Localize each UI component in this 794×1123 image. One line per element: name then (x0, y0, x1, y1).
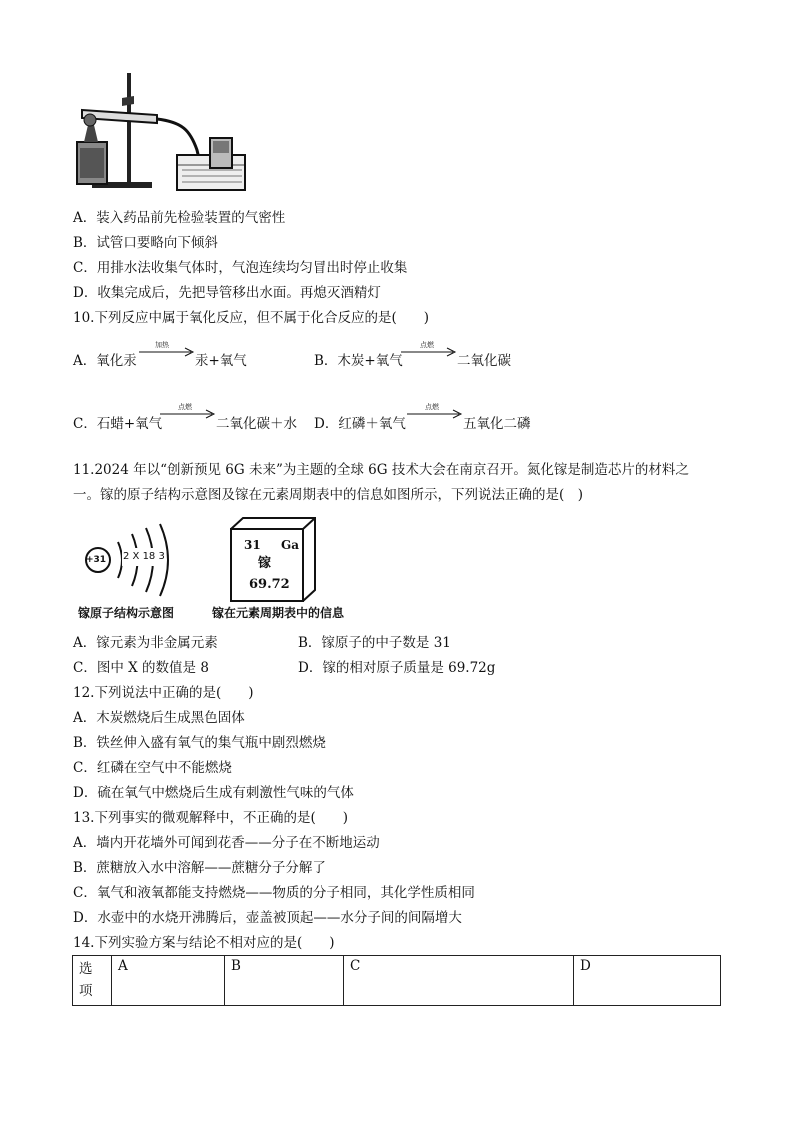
q10-option-c-product: 二氧化碳＋水 (216, 416, 297, 432)
q10-option-d-product: 五氧化二磷 (463, 416, 531, 432)
q12-option-a: A．木炭燃烧后生成黑色固体 (73, 710, 245, 726)
table-header-b: B (225, 956, 344, 1006)
q14-stem: 14.下列实验方案与结论不相对应的是( ) (73, 935, 335, 951)
q10-option-c-reactant: C．石蜡+氧气 (73, 416, 163, 432)
q11-option-b: B．镓原子的中子数是 31 (298, 635, 451, 651)
q10-option-d-condition: 点燃 (425, 403, 439, 411)
q12-stem: 12.下列说法中正确的是( ) (73, 685, 254, 701)
q10-option-d-reactant: D．红磷＋氧气 (314, 416, 406, 432)
apparatus-figure (72, 70, 247, 195)
q9-option-c: C．用排水法收集气体时，气泡连续均匀冒出时停止收集 (73, 260, 408, 276)
q13-option-d: D．水壶中的水烧开沸腾后，壶盖被顶起——水分子间的间隔增大 (73, 910, 462, 926)
q9-option-a: A．装入药品前先检验装置的气密性 (73, 210, 286, 226)
q13-option-a: A．墙内开花墙外可闻到花香——分子在不断地运动 (73, 835, 380, 851)
atom-nucleus-charge: +31 (86, 555, 107, 565)
q13-option-c: C．氧气和液氧都能支持燃烧——物质的分子相同，其化学性质相同 (73, 885, 475, 901)
table-header-option: 选项 (73, 956, 112, 1006)
q9-option-b: B．试管口要略向下倾斜 (73, 235, 218, 251)
q14-table (72, 955, 721, 1006)
element-atomic-number: 31 (244, 538, 261, 552)
q10-option-a-condition: 加热 (155, 341, 169, 349)
table-header-d: D (574, 956, 721, 1006)
q10-option-a-product: 汞+氧气 (195, 353, 247, 369)
q9-option-d: D．收集完成后，先把导管移出水面。再熄灭酒精灯 (73, 285, 381, 301)
q10-option-a-arrow-icon (139, 347, 195, 357)
q12-option-c: C．红磷在空气中不能燃烧 (73, 760, 232, 776)
q11-stem-line2: 一。镓的原子结构示意图及镓在元素周期表中的信息如图所示，下列说法正确的是( ) (73, 487, 584, 503)
q12-option-b: B．铁丝伸入盛有氧气的集气瓶中剧烈燃烧 (73, 735, 326, 751)
q10-option-c-arrow-icon (160, 409, 216, 419)
q11-option-a: A．镓元素为非金属元素 (73, 635, 218, 651)
q11-stem-line1: 11.2024 年以“创新预见 6G 未来”为主题的全球 6G 技术大会在南京召开。氮化镓是制造芯片的材料之 (73, 462, 689, 478)
atom-electron-shells: 2 X 18 3 (122, 548, 166, 566)
q10-option-b-arrow-icon (401, 347, 457, 357)
element-atomic-mass: 69.72 (249, 577, 290, 592)
q10-option-b-condition: 点燃 (420, 341, 434, 349)
table-header-c: C (344, 956, 574, 1006)
q10-option-b-product: 二氧化碳 (457, 353, 511, 369)
element-symbol: Ga (281, 538, 300, 552)
q10-option-b-reactant: B．木炭+氧气 (314, 353, 403, 369)
q10-stem: 10.下列反应中属于氧化反应，但不属于化合反应的是( ) (73, 310, 430, 326)
q10-option-d-arrow-icon (407, 409, 463, 419)
q13-stem: 13.下列事实的微观解释中，不正确的是( ) (73, 810, 349, 826)
q10-option-a-reactant: A．氧化汞 (73, 353, 137, 369)
q12-option-d: D．硫在氧气中燃烧后生成有刺激性气味的气体 (73, 785, 354, 801)
table-header-a: A (112, 956, 225, 1006)
periodic-cell-caption: 镓在元素周期表中的信息 (212, 606, 345, 620)
q10-option-c-condition: 点燃 (178, 403, 192, 411)
element-name: 镓 (258, 556, 272, 571)
table-row (73, 956, 721, 1006)
q11-option-d: D．镓的相对原子质量是 69.72g (298, 660, 496, 676)
q13-option-b: B．蔗糖放入水中溶解——蔗糖分子分解了 (73, 860, 326, 876)
atom-caption: 镓原子结构示意图 (78, 606, 175, 620)
q11-option-c: C．图中 X 的数值是 8 (73, 660, 209, 676)
